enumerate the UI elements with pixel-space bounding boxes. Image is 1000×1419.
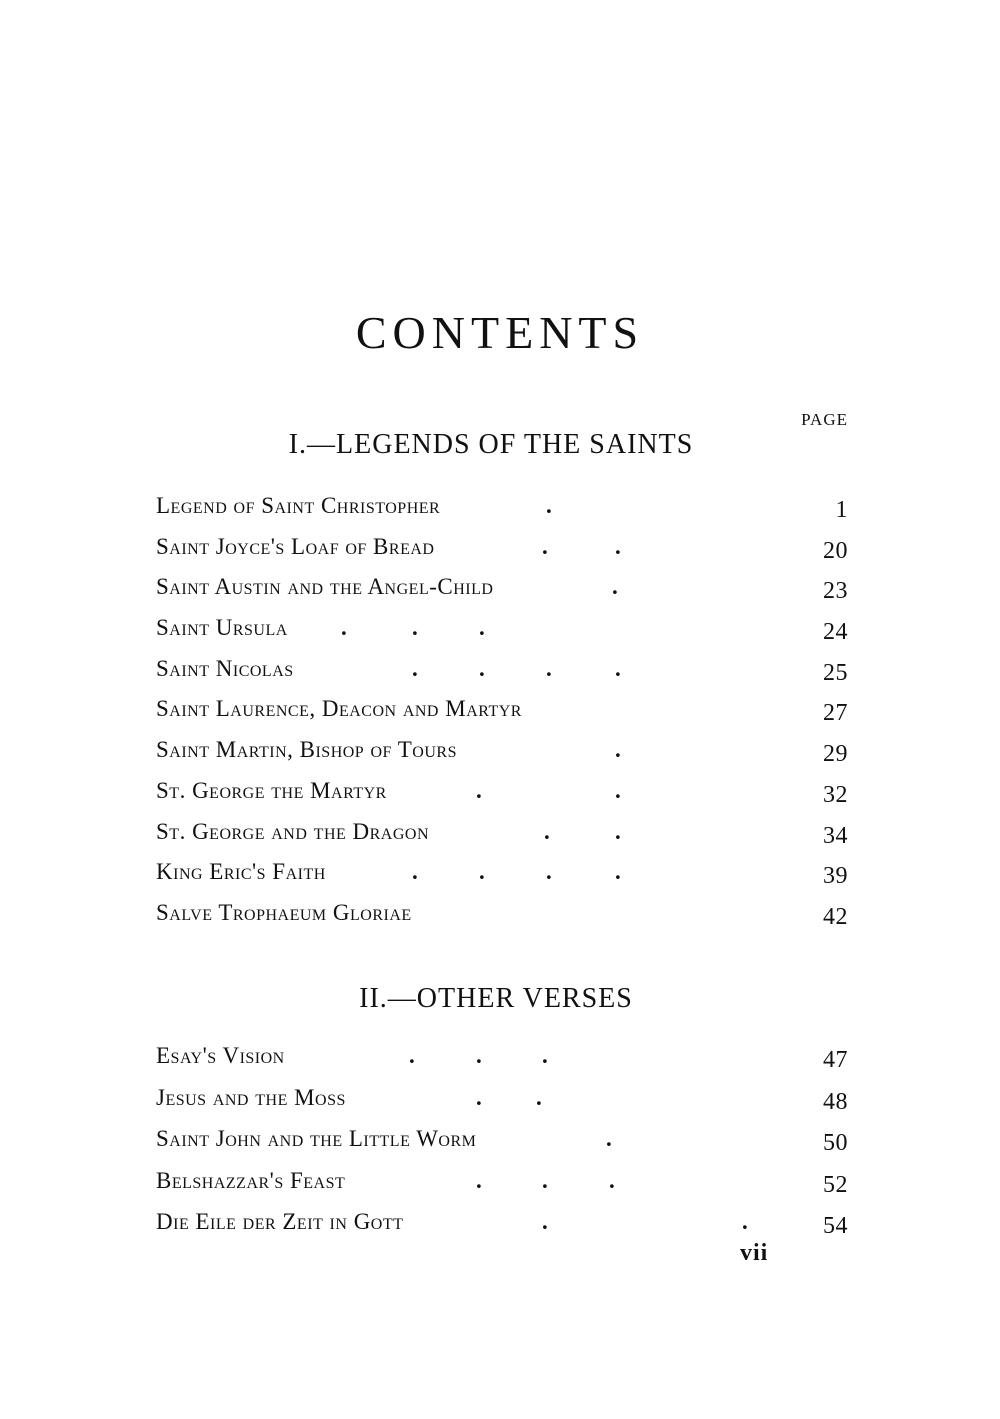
leader-dot: . [609, 1167, 616, 1193]
leader-dot: . [479, 615, 486, 641]
page-column-label: PAGE [801, 410, 848, 429]
leader-dot: . [615, 818, 622, 844]
leader-dot: . [412, 615, 419, 641]
leader-dot: . [546, 655, 553, 681]
toc-entry-title: King Eric's Faith [156, 859, 326, 885]
leader-dot: . [546, 859, 553, 885]
toc-entry [156, 1040, 848, 1082]
toc-entry-title: Die Eile der Zeit in Gott [156, 1209, 404, 1234]
leader-dot: . [606, 1126, 613, 1151]
toc-entry-title: Saint Martin, Bishop of Tours [156, 737, 457, 763]
toc-entry-page: 20 [823, 537, 848, 564]
toc-entry-page: 34 [823, 822, 848, 849]
toc-entry [156, 897, 848, 938]
leader-dot: . [542, 1209, 549, 1234]
toc-entry-title: Jesus and the Moss [156, 1084, 346, 1110]
toc-entry [156, 816, 848, 857]
leader-dot: . [615, 655, 622, 681]
leader-dot: . [479, 859, 486, 885]
toc-entry-page: 48 [823, 1088, 848, 1115]
toc-entry-title: Saint Ursula [156, 615, 288, 641]
toc-entry-title: Esay's Vision [156, 1043, 285, 1068]
toc-entry [156, 1123, 848, 1165]
toc-entry-title: Legend of Saint Christopher [156, 493, 441, 518]
toc-entry-title: Saint Nicolas [156, 655, 294, 681]
page-title: CONTENTS [355, 307, 645, 358]
leader-dot: . [615, 737, 622, 763]
toc-entry-title: Salve Trophaeum Gloriae [156, 899, 412, 925]
section-heading-other-verses: II.—OTHER VERSES [359, 983, 633, 1014]
toc-entry-page: 52 [823, 1171, 848, 1198]
toc-entry [156, 693, 848, 734]
toc-entry-title: Belshazzar's Feast [156, 1167, 346, 1193]
leader-dot: . [412, 859, 419, 885]
leader-dot: . [612, 574, 619, 600]
toc-entry [156, 1082, 848, 1124]
toc-entry-page: 27 [823, 700, 848, 727]
toc-entry-page: 24 [823, 619, 848, 646]
leader-dot: . [536, 1084, 543, 1110]
toc-entry-page: 42 [823, 903, 848, 930]
leader-dot: . [479, 655, 486, 681]
leader-dot: . [476, 777, 483, 803]
toc-entry [156, 775, 848, 816]
toc-entry-page: 1 [835, 497, 848, 523]
toc-entry-page: 54 [823, 1213, 848, 1239]
leader-dot: . [476, 1084, 483, 1110]
leader-dot: . [542, 1167, 549, 1193]
toc-entry-page: 50 [823, 1130, 848, 1156]
leader-dot: . [544, 818, 551, 844]
leader-dot: . [615, 533, 622, 559]
leader-dot: . [341, 615, 348, 641]
leader-dot: . [615, 777, 622, 803]
leader-dot: . [409, 1043, 416, 1068]
leader-dot: . [412, 655, 419, 681]
toc-entry-title: St. George and the Dragon [156, 818, 430, 844]
toc-entry [156, 612, 848, 653]
toc-entry-title: Saint Joyce's Loaf of Bread [156, 533, 435, 559]
toc-entry-page: 32 [823, 781, 848, 808]
toc-entry-page: 23 [823, 578, 848, 605]
toc-list-other-verses [156, 1040, 848, 1248]
toc-entry-page: 25 [823, 659, 848, 686]
toc-entry [156, 734, 848, 775]
toc-entry-page: 47 [823, 1047, 848, 1073]
toc-entry-page: 29 [823, 741, 848, 768]
toc-entry [156, 531, 848, 572]
leader-dot: . [476, 1167, 483, 1193]
toc-entry-title: Saint Laurence, Deacon and Martyr [156, 696, 522, 722]
leader-dot: . [615, 859, 622, 885]
leader-dot: . [542, 1043, 549, 1068]
leader-dot: . [546, 493, 553, 518]
section-heading-legends: I.—LEGENDS OF THE SAINTS [288, 429, 694, 460]
toc-entry [156, 856, 848, 897]
toc-entry [156, 653, 848, 694]
toc-entry-page: 39 [823, 863, 848, 890]
toc-entry-title: Saint Austin and the Angel-Child [156, 574, 494, 600]
leader-dot: . [742, 1209, 749, 1234]
toc-entry [156, 490, 848, 531]
toc-entry-title: Saint John and the Little Worm [156, 1126, 477, 1151]
toc-entry [156, 1165, 848, 1207]
toc-list-legends [156, 490, 848, 938]
toc-entry-title: St. George the Martyr [156, 777, 387, 803]
folio-page-number: vii [740, 1240, 769, 1266]
leader-dot: . [542, 533, 549, 559]
leader-dot: . [476, 1043, 483, 1068]
toc-entry [156, 571, 848, 612]
